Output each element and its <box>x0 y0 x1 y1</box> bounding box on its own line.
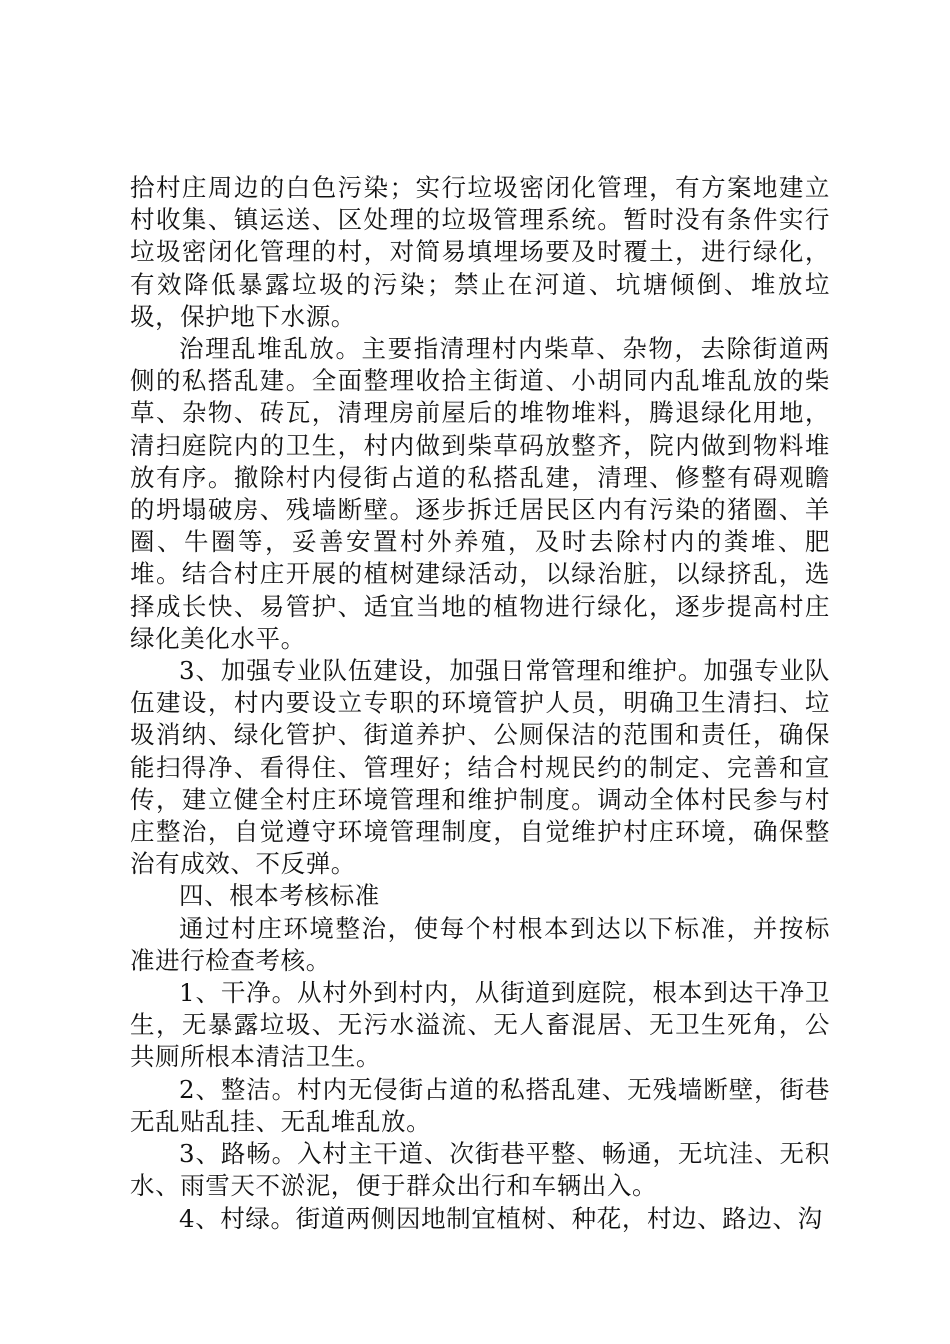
paragraph-standard-roads: 3、路畅。入村主干道、次街巷平整、畅通，无坑洼、无积水、雨雪天不淤泥，便于群众出行和车辆出入。 <box>130 1139 830 1201</box>
paragraph-team-building: 3、加强专业队伍建设，加强日常管理和维护。加强专业队伍建设，村内要设立专职的环境管护人员，明确卫生清扫、垃圾消纳、绿化管护、街道养护、公厕保洁的范围和责任，确保能扫得净、看得住、管理好；结合村规民约的制定、完善和宣传，建立健全村庄环境管理和维护制度。调动全体村民参与村庄整治，自觉遵守环境管理制度，自觉维护村庄环境，确保整治有成效、不反弹。 <box>130 656 830 879</box>
paragraph-standard-tidy: 2、整洁。村内无侵街占道的私搭乱建、无残墙断壁，街巷无乱贴乱挂、无乱堆乱放。 <box>130 1074 830 1136</box>
paragraph-standard-clean: 1、干净。从村外到村内，从街道到庭院，根本到达干净卫生，无暴露垃圾、无污水溢流、无人畜混居、无卫生死角，公共厕所根本清洁卫生。 <box>130 978 830 1072</box>
paragraph-white-pollution: 拾村庄周边的白色污染；实行垃圾密闭化管理，有方案地建立村收集、镇运送、区处理的垃圾管理系统。暂时没有条件实行垃圾密闭化管理的村，对简易填埋场要及时覆土，进行绿化，有效降低暴露垃圾的污染；禁止在河道、坑塘倾倒、堆放垃圾，保护地下水源。 <box>130 173 830 331</box>
paragraph-assessment-intro: 通过村庄环境整治，使每个村根本到达以下标准，并按标准进行检查考核。 <box>130 913 830 975</box>
document-body <box>130 172 830 1235</box>
section-heading-assessment-standards: 四、根本考核标准 <box>179 881 380 911</box>
paragraph-clutter-governance: 治理乱堆乱放。主要指清理村内柴草、杂物，去除街道两侧的私搭乱建。全面整理收拾主街道、小胡同内乱堆乱放的柴草、杂物、砖瓦，清理房前屋后的堆物堆料，腾退绿化用地，清扫庭院内的卫生，村内做到柴草码放整齐，院内做到物料堆放有序。撤除村内侵街占道的私搭乱建，清理、修整有碍观瞻的坍塌破房、残墙断壁。逐步拆迁居民区内有污染的猪圈、羊圈、牛圈等，妥善安置村外养殖，及时去除村内的粪堆、肥堆。结合村庄开展的植树建绿活动，以绿治脏，以绿挤乱，选择成长快、易管护、适宜当地的植物进行绿化，逐步提高村庄绿化美化水平。 <box>130 334 830 653</box>
paragraph-standard-green: 4、村绿。街道两侧因地制宜植树、种花，村边、路边、沟 <box>179 1203 823 1233</box>
